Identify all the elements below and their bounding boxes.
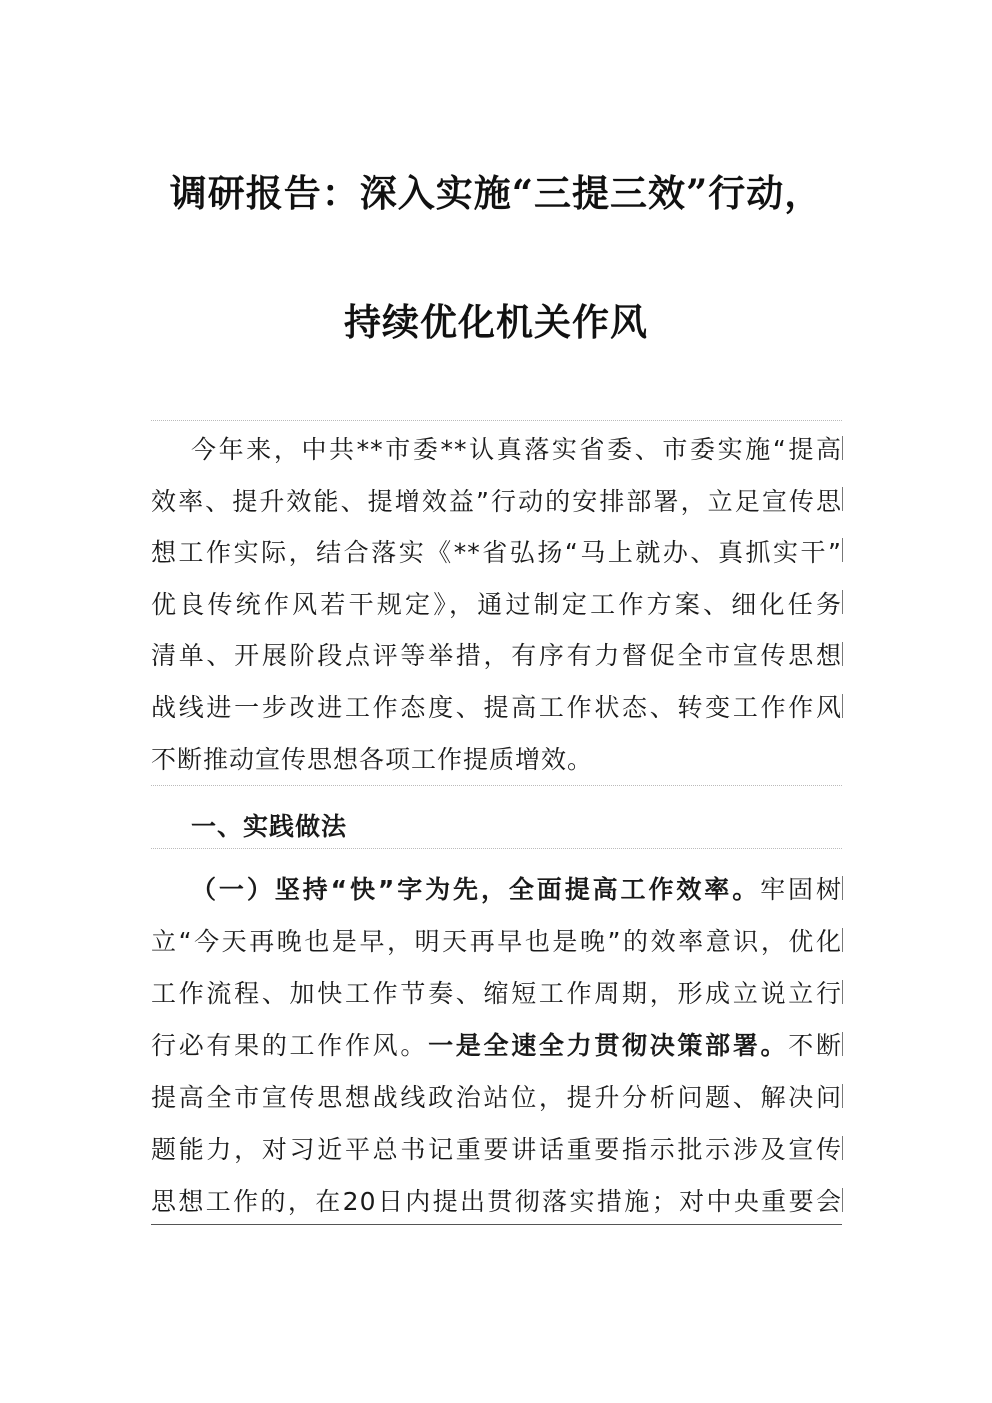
margin-mark xyxy=(842,876,843,900)
paragraph-line: 清单、开展阶段点评等举措，有序有力督促全市宣传思想 xyxy=(151,641,842,670)
paragraph-line xyxy=(151,1031,842,1061)
line-text: 不断 xyxy=(788,1031,842,1060)
margin-mark xyxy=(842,1084,843,1108)
margin-mark xyxy=(842,1188,843,1212)
margin-mark xyxy=(842,487,843,511)
paragraph-line: 战线进一步改进工作态度、提高工作状态、转变工作作风 xyxy=(151,693,842,722)
title-line-1: 调研报告：深入实施“三提三效”行动， xyxy=(169,171,823,215)
margin-mark xyxy=(842,642,843,666)
paragraph-line: 优良传统作风若干规定》，通过制定工作方案、细化任务 xyxy=(151,590,842,619)
paragraph-frame-top xyxy=(151,420,842,421)
margin-mark xyxy=(842,590,843,614)
paragraph-line: 不断推动宣传思想各项工作提质增效。 xyxy=(151,745,594,774)
paragraph-line: 工作流程、加快工作节奏、缩短工作周期，形成立说立行 xyxy=(151,979,842,1008)
paragraph-line: 想工作实际，结合落实《**省弘扬“马上就办、真抓实干” xyxy=(151,538,842,567)
margin-mark xyxy=(842,980,843,1004)
paragraph-line: 思想工作的，在20日内提出贯彻落实措施；对中央重要会 xyxy=(151,1187,842,1216)
margin-mark xyxy=(842,928,843,952)
margin-mark xyxy=(842,1032,843,1056)
paragraph-line: 提高全市宣传思想战线政治站位，提升分析问题、解决问 xyxy=(151,1083,842,1112)
point-bold: 一是全速全力贯彻决策部署。 xyxy=(428,1031,789,1060)
line-text: 行必有果的工作作风。 xyxy=(151,1031,429,1060)
margin-mark xyxy=(842,538,843,562)
section-heading: 一、实践做法 xyxy=(191,812,348,841)
subheading-rest: 牢固树 xyxy=(760,875,842,904)
margin-mark xyxy=(842,436,843,460)
paragraph-line: 今年来，中共**市委**认真落实省委、市委实施“提高 xyxy=(191,435,842,464)
margin-mark xyxy=(842,1136,843,1160)
margin-mark xyxy=(842,694,843,718)
title-line-2: 持续优化机关作风 xyxy=(344,300,648,344)
paragraph-line: 题能力，对习近平总书记重要讲话重要指示批示涉及宣传 xyxy=(151,1135,842,1164)
subheading-bold: （一）坚持“快”字为先，全面提高工作效率。 xyxy=(191,875,761,904)
paragraph-line: 立“今天再晚也是早，明天再早也是晚”的效率意识，优化 xyxy=(151,927,842,956)
heading-frame-bottom xyxy=(151,848,842,849)
paragraph-line xyxy=(151,875,842,905)
paragraph-line: 效率、提升效能、提增效益”行动的安排部署，立足宣传思 xyxy=(151,487,842,516)
page-bottom-rule xyxy=(151,1224,842,1225)
paragraph-frame-bottom xyxy=(151,785,842,786)
